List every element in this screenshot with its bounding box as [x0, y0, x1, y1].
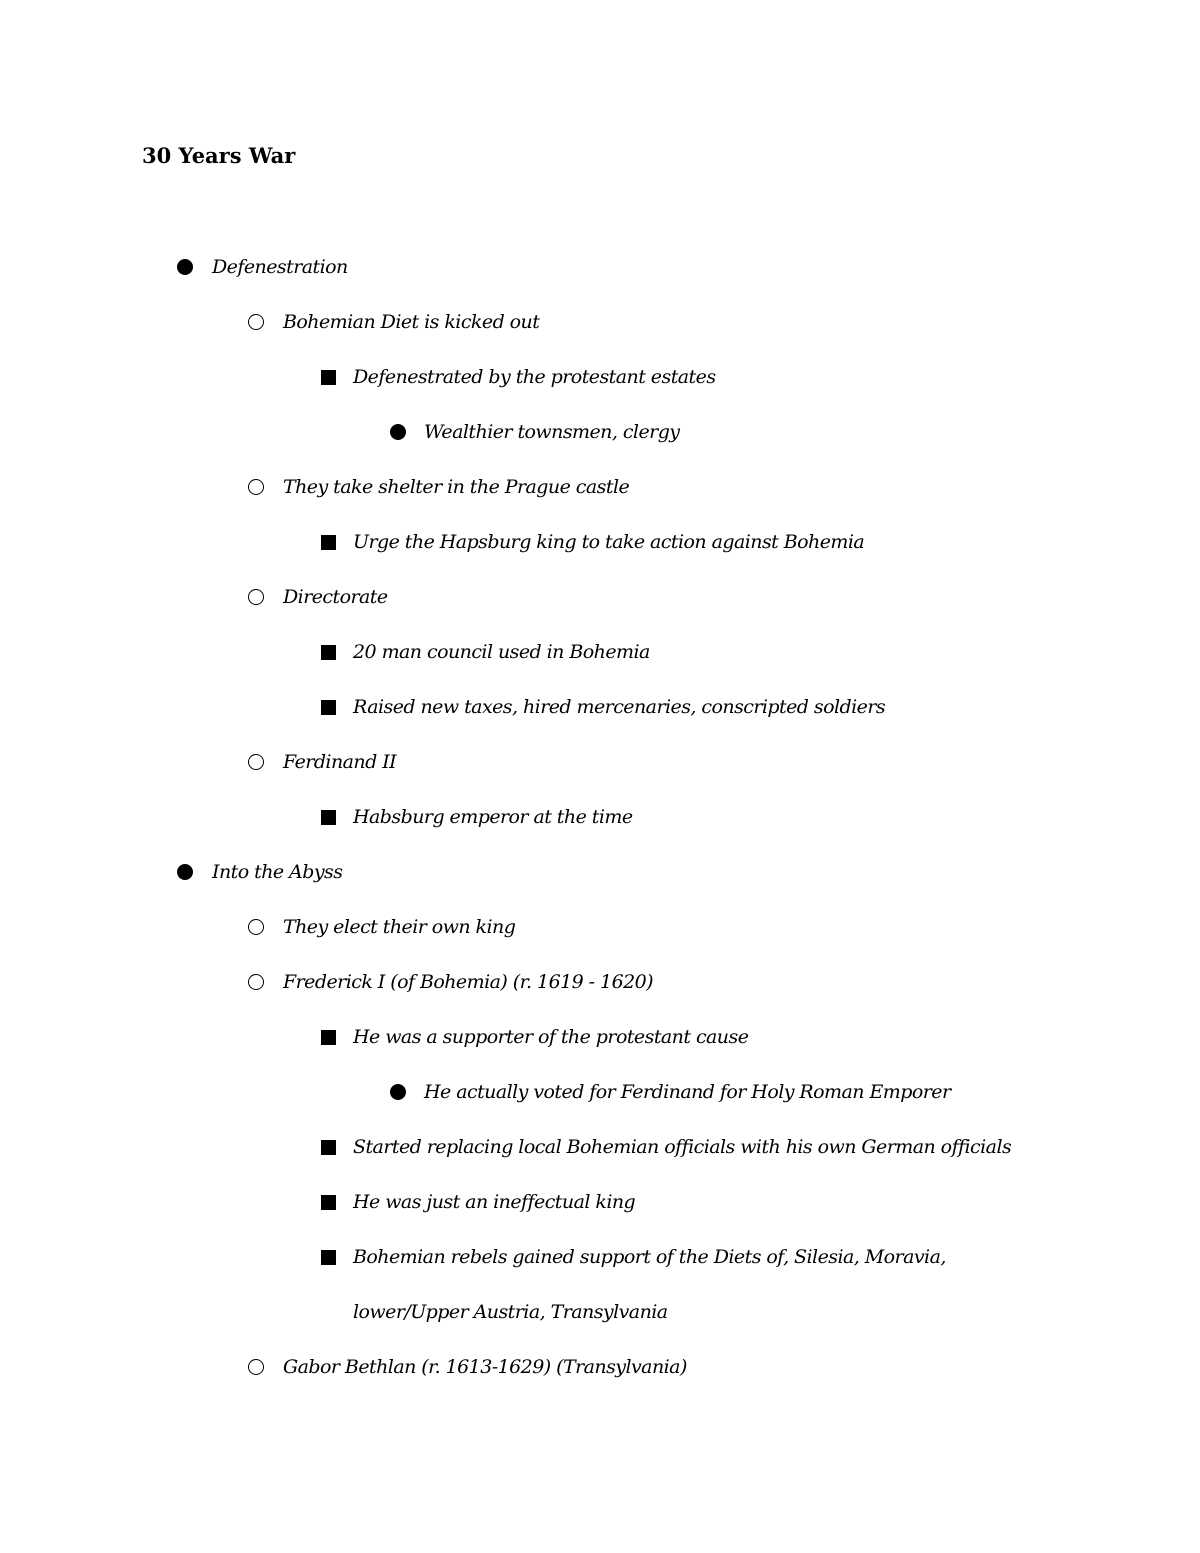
- hollow-circle-bullet-icon: [248, 974, 264, 990]
- list-item-text: Bohemian rebels gained support of the Diets of, Silesia, Moravia,: [353, 1246, 946, 1268]
- outline-list: [0, 252, 1200, 1407]
- list-item: [0, 1077, 1200, 1132]
- filled-disc-bullet-icon: [177, 864, 193, 880]
- filled-disc-bullet-icon: [177, 259, 193, 275]
- list-item-text: Directorate: [283, 586, 388, 608]
- list-item: [0, 307, 1200, 362]
- filled-square-bullet-icon: [321, 645, 336, 660]
- list-item-text: Defenestration: [212, 256, 348, 278]
- list-item-text: He actually voted for Ferdinand for Holy Roman Emporer: [424, 1081, 951, 1103]
- list-item-text: Raised new taxes, hired mercenaries, conscripted soldiers: [353, 696, 886, 718]
- list-item: [0, 1187, 1200, 1242]
- filled-square-bullet-icon: [321, 1030, 336, 1045]
- filled-disc-bullet-icon: [390, 1084, 406, 1100]
- list-item: [0, 1242, 1200, 1297]
- list-item-text: Gabor Bethlan (r. 1613-1629) (Transylvania): [283, 1356, 687, 1378]
- list-item-text: 20 man council used in Bohemia: [353, 641, 650, 663]
- list-item: [0, 857, 1200, 912]
- filled-square-bullet-icon: [321, 810, 336, 825]
- list-item-text: Bohemian Diet is kicked out: [283, 311, 540, 333]
- filled-square-bullet-icon: [321, 700, 336, 715]
- list-item: [0, 582, 1200, 637]
- list-item: [0, 252, 1200, 307]
- list-item: [0, 527, 1200, 582]
- list-item: [0, 802, 1200, 857]
- page-title: 30 Years War: [142, 143, 296, 168]
- list-item-text: Defenestrated by the protestant estates: [353, 366, 716, 388]
- list-item: [0, 1132, 1200, 1187]
- hollow-circle-bullet-icon: [248, 479, 264, 495]
- list-item-text: They elect their own king: [283, 916, 516, 938]
- list-item: [0, 1022, 1200, 1077]
- list-item-text: lower/Upper Austria, Transylvania: [353, 1301, 668, 1323]
- list-item: [0, 362, 1200, 417]
- filled-disc-bullet-icon: [390, 424, 406, 440]
- list-item: [0, 637, 1200, 692]
- filled-square-bullet-icon: [321, 1140, 336, 1155]
- list-item: [0, 747, 1200, 802]
- list-item-text: Frederick I (of Bohemia) (r. 1619 - 1620): [283, 971, 654, 993]
- list-item-text: Habsburg emperor at the time: [353, 806, 633, 828]
- filled-square-bullet-icon: [321, 370, 336, 385]
- filled-square-bullet-icon: [321, 1195, 336, 1210]
- list-item-text: He was just an ineffectual king: [353, 1191, 636, 1213]
- list-item-text: Urge the Hapsburg king to take action against Bohemia: [353, 531, 865, 553]
- hollow-circle-bullet-icon: [248, 1359, 264, 1375]
- list-item-continuation: [0, 1297, 1200, 1352]
- hollow-circle-bullet-icon: [248, 589, 264, 605]
- list-item-text: Wealthier townsmen, clergy: [424, 421, 680, 443]
- hollow-circle-bullet-icon: [248, 919, 264, 935]
- filled-square-bullet-icon: [321, 535, 336, 550]
- list-item-text: They take shelter in the Prague castle: [283, 476, 630, 498]
- list-item: [0, 692, 1200, 747]
- list-item: [0, 967, 1200, 1022]
- list-item-text: Into the Abyss: [212, 861, 343, 883]
- list-item-text: Ferdinand II: [283, 751, 397, 773]
- list-item: [0, 1352, 1200, 1407]
- list-item: [0, 417, 1200, 472]
- list-item-text: Started replacing local Bohemian officials with his own German officials: [353, 1136, 1012, 1158]
- hollow-circle-bullet-icon: [248, 314, 264, 330]
- filled-square-bullet-icon: [321, 1250, 336, 1265]
- list-item: [0, 912, 1200, 967]
- hollow-circle-bullet-icon: [248, 754, 264, 770]
- list-item-text: He was a supporter of the protestant cause: [353, 1026, 749, 1048]
- list-item: [0, 472, 1200, 527]
